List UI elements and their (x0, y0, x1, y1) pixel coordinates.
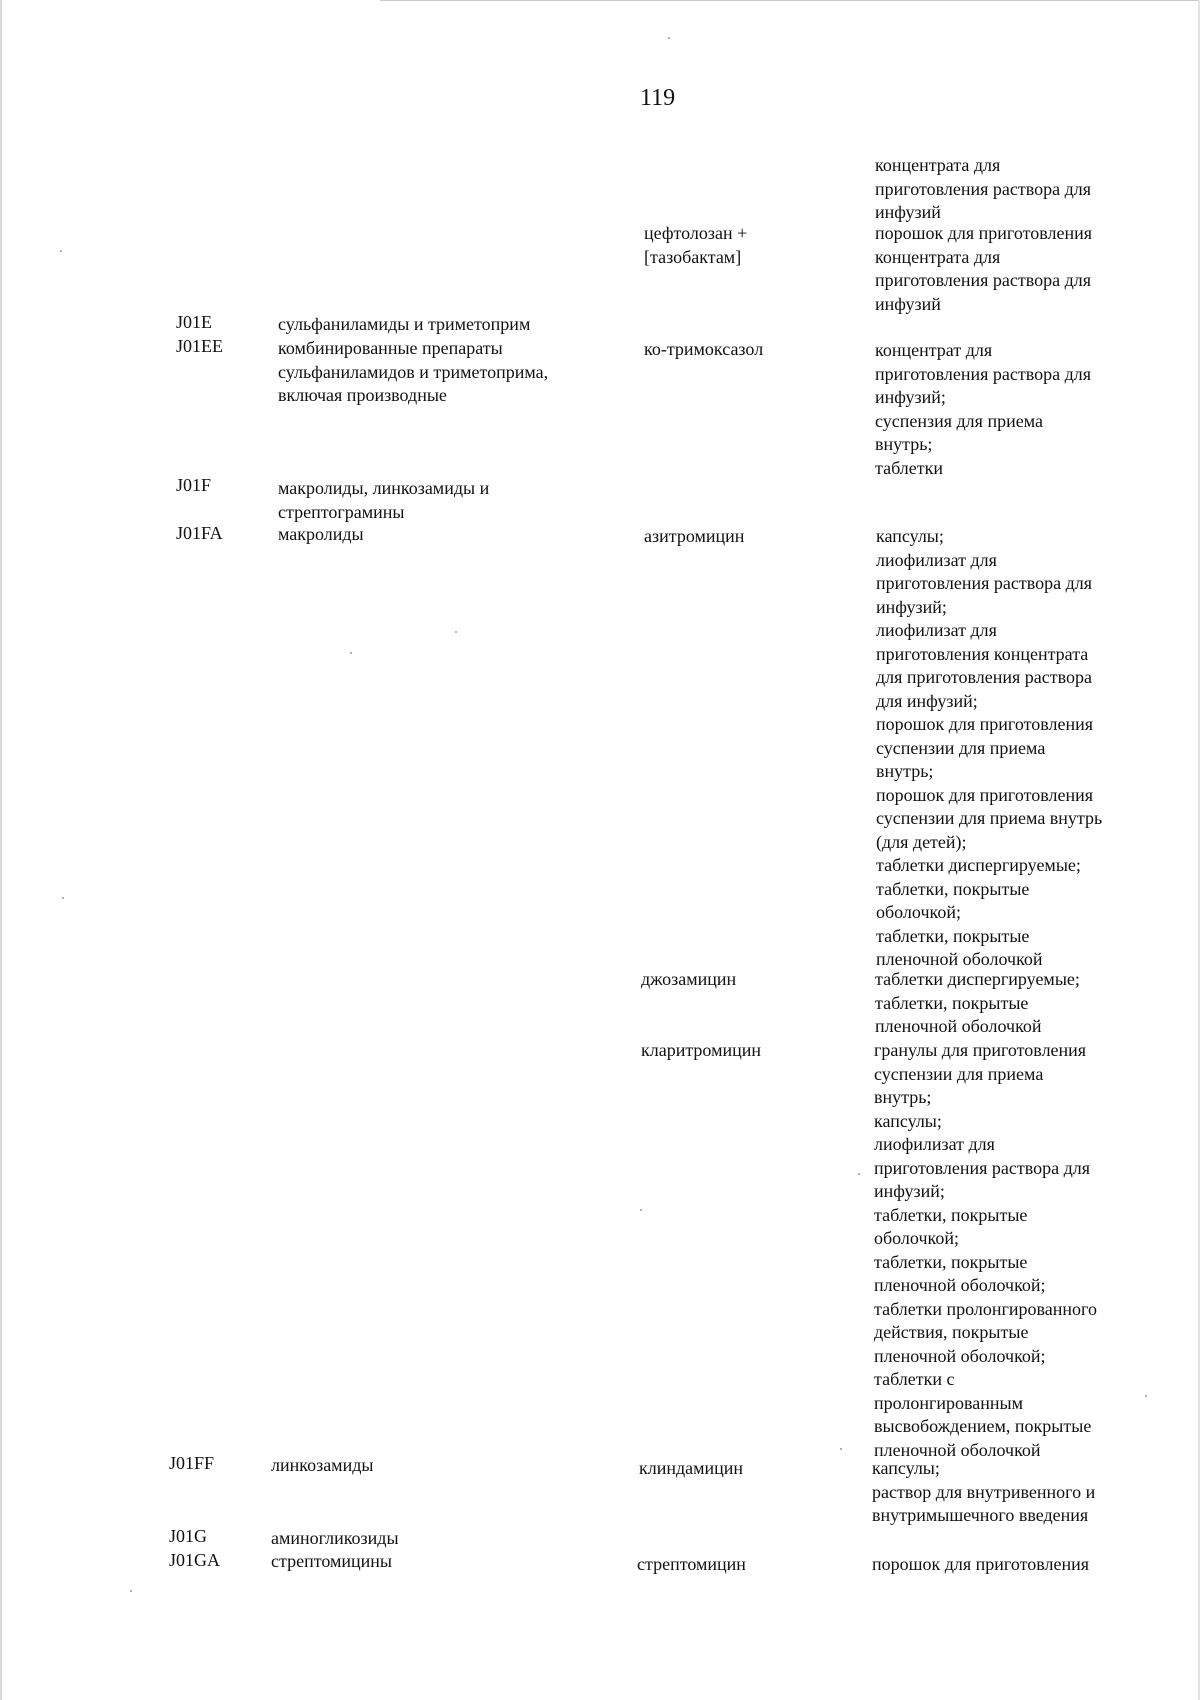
drug-name: азитромицин (644, 526, 745, 546)
scan-speck (840, 1448, 842, 1450)
scan-edge-top (380, 0, 1200, 1)
atc-group: сульфаниламиды и триметоприм (278, 314, 531, 334)
page-number: 119 (640, 85, 676, 111)
atc-code: J01FF (169, 1453, 215, 1473)
drug-name: цефтолозан + [тазобактам] (644, 223, 748, 267)
atc-group: аминогликозиды (271, 1528, 399, 1548)
dosage-form: капсулы; лиофилизат для приготовления раствора для инфузий; лиофилизат для приготовления концентрата для приготовления раствора для инфузий; порошок для приготовления суспензии для приема внутрь; порошок для приготовления суспензии для приема внутрь (для детей); таблетки диспергируемые; таблетки, покрытые оболочкой; таблетки, покрытые пленочной оболочкой (876, 526, 1103, 969)
scan-speck (1145, 1395, 1147, 1397)
scan-speck (455, 631, 457, 633)
scan-speck (668, 37, 670, 39)
dosage-form: гранулы для приготовления суспензии для приема внутрь; капсулы; лиофилизат для приготовления раствора для инфузий; таблетки, покрытые оболочкой; таблетки, покрытые пленочной оболочкой; таблетки пролонгированного действия, покрытые пленочной оболочкой; таблетки с пролонгированным высвобождением, покрытые пленочной оболочкой (874, 1040, 1097, 1460)
atc-code: J01EE (176, 336, 223, 356)
drug-name: ко-тримоксазол (644, 339, 764, 359)
dosage-form: капсулы; раствор для внутривенного и внутримышечного введения (872, 1458, 1096, 1525)
atc-group: линкозамиды (271, 1455, 374, 1475)
atc-code: J01E (176, 312, 212, 332)
scan-speck (60, 250, 62, 252)
drug-name: клиндамицин (639, 1458, 744, 1478)
drug-name: кларитромицин (641, 1040, 762, 1060)
dosage-form: концентрат для приготовления раствора для инфузий; суспензия для приема внутрь; таблетки (875, 340, 1091, 478)
atc-group: стрептомицины (271, 1551, 392, 1571)
scan-speck (130, 1590, 132, 1592)
scan-speck (350, 652, 352, 654)
atc-code: J01F (176, 475, 212, 495)
dosage-form: порошок для приготовления концентрата для приготовления раствора для инфузий (875, 223, 1093, 314)
scan-edge-left (0, 0, 2, 1700)
atc-group: комбинированные препараты сульфаниламидов и триметоприма, включая производные (278, 338, 549, 405)
atc-code: J01GA (169, 1550, 221, 1570)
dosage-form: таблетки диспергируемые; таблетки, покрытые пленочной оболочкой (875, 969, 1080, 1036)
atc-code: J01FA (176, 523, 223, 543)
drug-name: стрептомицин (637, 1554, 746, 1574)
drug-name: джозамицин (641, 969, 737, 989)
dosage-form: порошок для приготовления (872, 1554, 1090, 1574)
atc-code: J01G (169, 1526, 208, 1546)
scan-speck (62, 897, 64, 899)
atc-group: макролиды (278, 524, 364, 544)
scan-speck (640, 1209, 642, 1211)
atc-group: макролиды, линкозамиды и стрептограмины (278, 478, 490, 522)
scan-speck (858, 1173, 860, 1175)
dosage-form: концентрата для приготовления раствора для инфузий (875, 155, 1091, 222)
